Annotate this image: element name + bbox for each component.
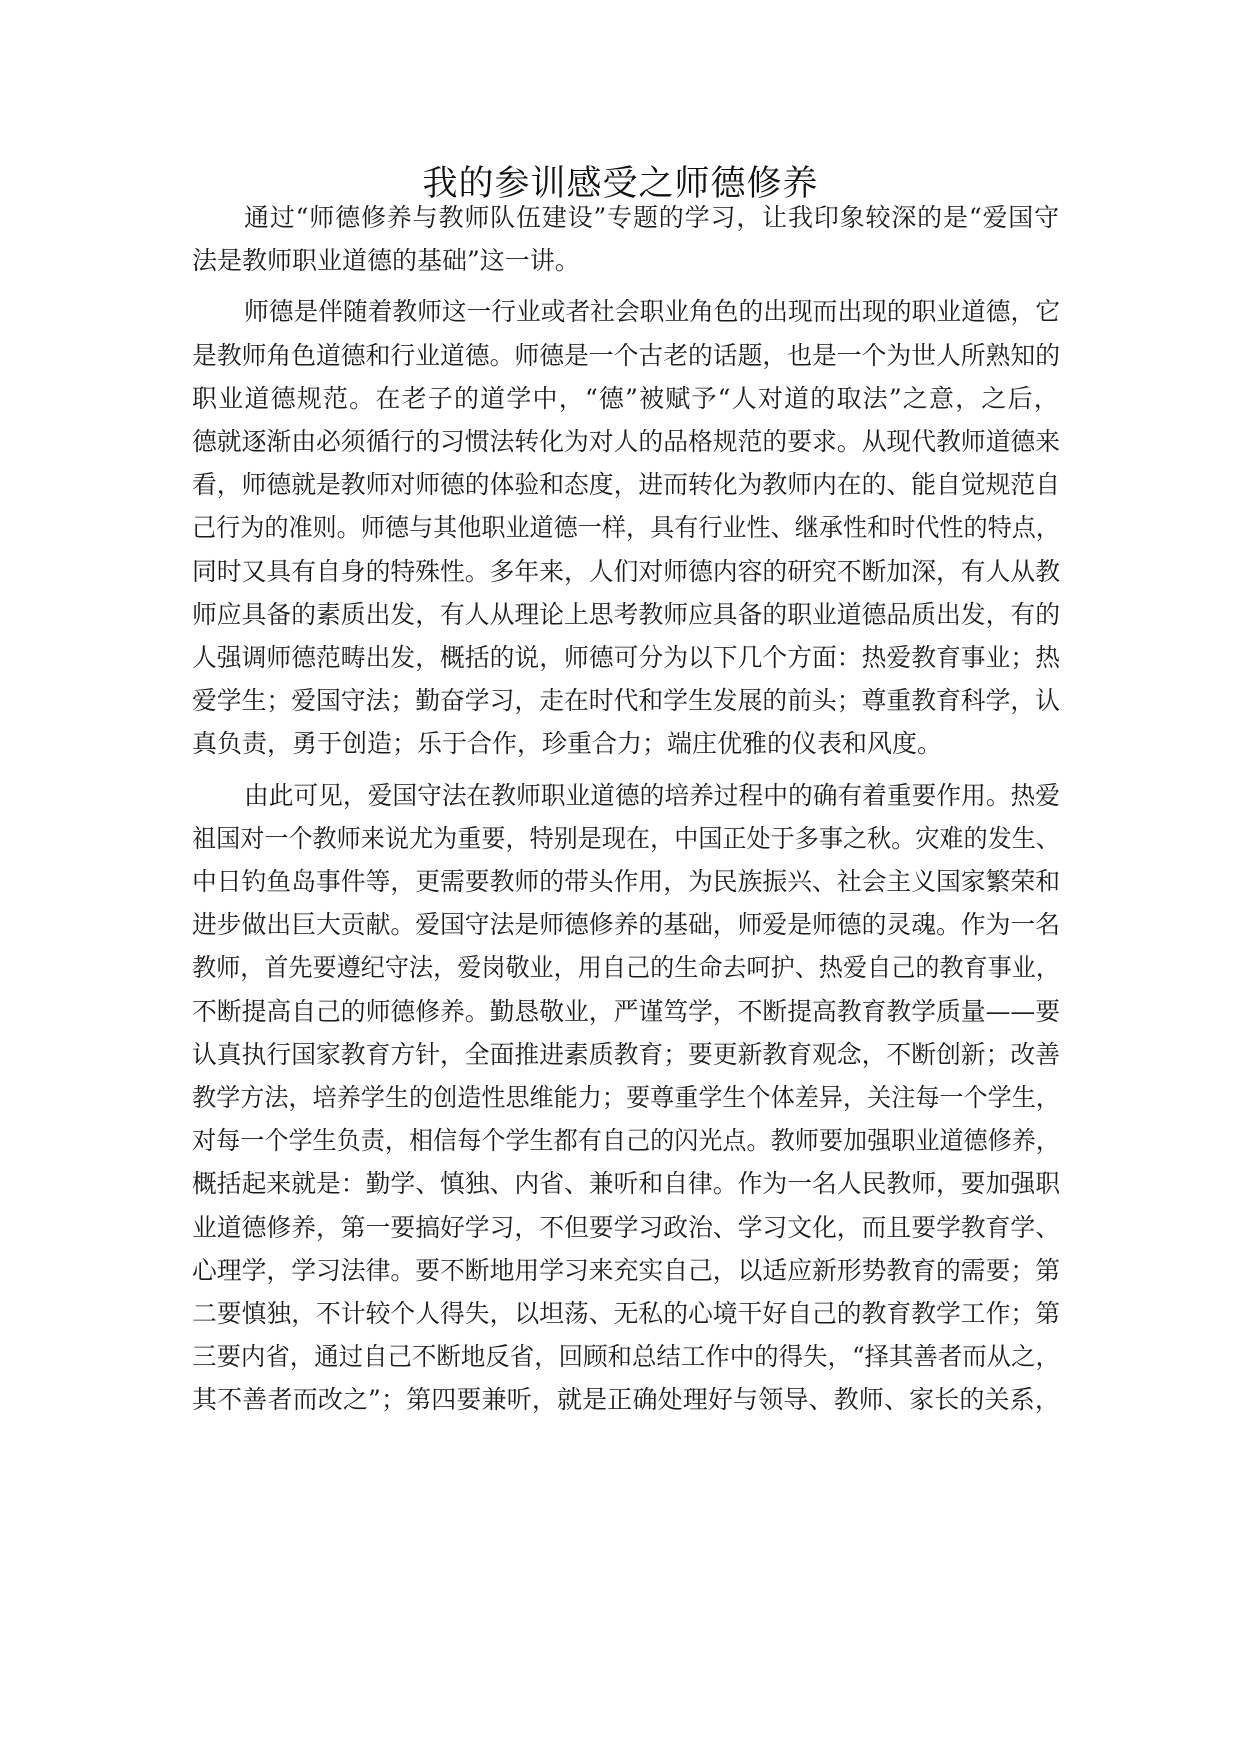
paragraph-line: 是教师角色道德和行业道德。师德是一个古老的话题，也是一个为世人所熟知的 bbox=[192, 340, 1060, 370]
paragraph-line: 职业道德规范。在老子的道学中，“德”被赋予“人对道的取法”之意，之后， bbox=[192, 383, 1060, 413]
paragraph-line: 同时又具有自身的特殊性。多年来，人们对师德内容的研究不断加深，有人从教 bbox=[192, 556, 1060, 586]
paragraph bbox=[192, 290, 1060, 765]
paragraph-line: 业道德修养，第一要搞好学习，不但要学习政治、学习文化，而且要学教育学、 bbox=[192, 1212, 1060, 1242]
paragraph-line: 教学方法，培养学生的创造性思维能力；要尊重学生个体差异，关注每一个学生， bbox=[192, 1083, 1060, 1113]
paragraph bbox=[192, 774, 1060, 1422]
document-title: 我的参训感受之师德修养 bbox=[422, 164, 819, 204]
paragraph-line: 概括起来就是：勤学、慎独、内省、兼听和自律。作为一名人民教师，要加强职 bbox=[192, 1169, 1060, 1199]
paragraph-line: 心理学，学习法律。要不断地用学习来充实自己，以适应新形势教育的需要；第 bbox=[192, 1255, 1060, 1285]
paragraph-line: 真负责，勇于创造；乐于合作，珍重合力；端庄优雅的仪表和风度。 bbox=[192, 729, 943, 759]
paragraph-line: 人强调师德范畴出发，概括的说，师德可分为以下几个方面：热爱教育事业；热 bbox=[192, 643, 1060, 673]
paragraph-line: 法是教师职业道德的基础”这一讲。 bbox=[192, 246, 580, 276]
paragraph-line: 己行为的准则。师德与其他职业道德一样，具有行业性、继承性和时代性的特点， bbox=[192, 513, 1060, 543]
paragraph-line: 对每一个学生负责，相信每个学生都有自己的闪光点。教师要加强职业道德修养， bbox=[192, 1126, 1060, 1156]
paragraph-line: 其不善者而改之”；第四要兼听，就是正确处理好与领导、教师、家长的关系， bbox=[192, 1385, 1060, 1415]
paragraph-line: 进步做出巨大贡献。爱国守法是师德修养的基础，师爱是师德的灵魂。作为一名 bbox=[192, 910, 1060, 940]
document-body bbox=[192, 196, 1060, 1422]
paragraph-line: 教师，首先要遵纪守法，爱岗敬业，用自己的生命去呵护、热爱自己的教育事业， bbox=[192, 953, 1060, 983]
paragraph-line: 通过“师德修养与教师队伍建设”专题的学习，让我印象较深的是“爱国守 bbox=[244, 203, 1060, 232]
paragraph-line: 由此可见，爱国守法在教师职业道德的培养过程中的确有着重要作用。热爱 bbox=[244, 780, 1060, 810]
paragraph-line: 认真执行国家教育方针，全面推进素质教育；要更新教育观念，不断创新；改善 bbox=[192, 1039, 1060, 1069]
paragraph bbox=[192, 196, 1060, 282]
paragraph-line: 三要内省，通过自己不断地反省，回顾和总结工作中的得失，“择其善者而从之， bbox=[192, 1342, 1060, 1372]
paragraph-line: 看，师德就是教师对师德的体验和态度，进而转化为教师内在的、能自觉规范自 bbox=[192, 470, 1060, 500]
paragraph-line: 师德是伴随着教师这一行业或者社会职业角色的出现而出现的职业道德，它 bbox=[244, 297, 1060, 327]
paragraph-line: 爱学生；爱国守法；勤奋学习，走在时代和学生发展的前头；尊重教育科学，认 bbox=[192, 686, 1060, 716]
paragraph-line: 师应具备的素质出发，有人从理论上思考教师应具备的职业道德品质出发，有的 bbox=[192, 599, 1060, 629]
paragraph-line: 中日钓鱼岛事件等，更需要教师的带头作用，为民族振兴、社会主义国家繁荣和 bbox=[192, 867, 1060, 897]
paragraph-line: 德就逐渐由必须循行的习惯法转化为对人的品格规范的要求。从现代教师道德来 bbox=[192, 427, 1060, 457]
paragraph-line: 祖国对一个教师来说尤为重要，特别是现在，中国正处于多事之秋。灾难的发生、 bbox=[192, 823, 1060, 853]
paragraph-line: 二要慎独，不计较个人得失，以坦荡、无私的心境干好自己的教育教学工作；第 bbox=[192, 1299, 1060, 1329]
paragraph-line: 不断提高自己的师德修养。勤恳敬业，严谨笃学，不断提高教育教学质量——要 bbox=[192, 996, 1060, 1026]
